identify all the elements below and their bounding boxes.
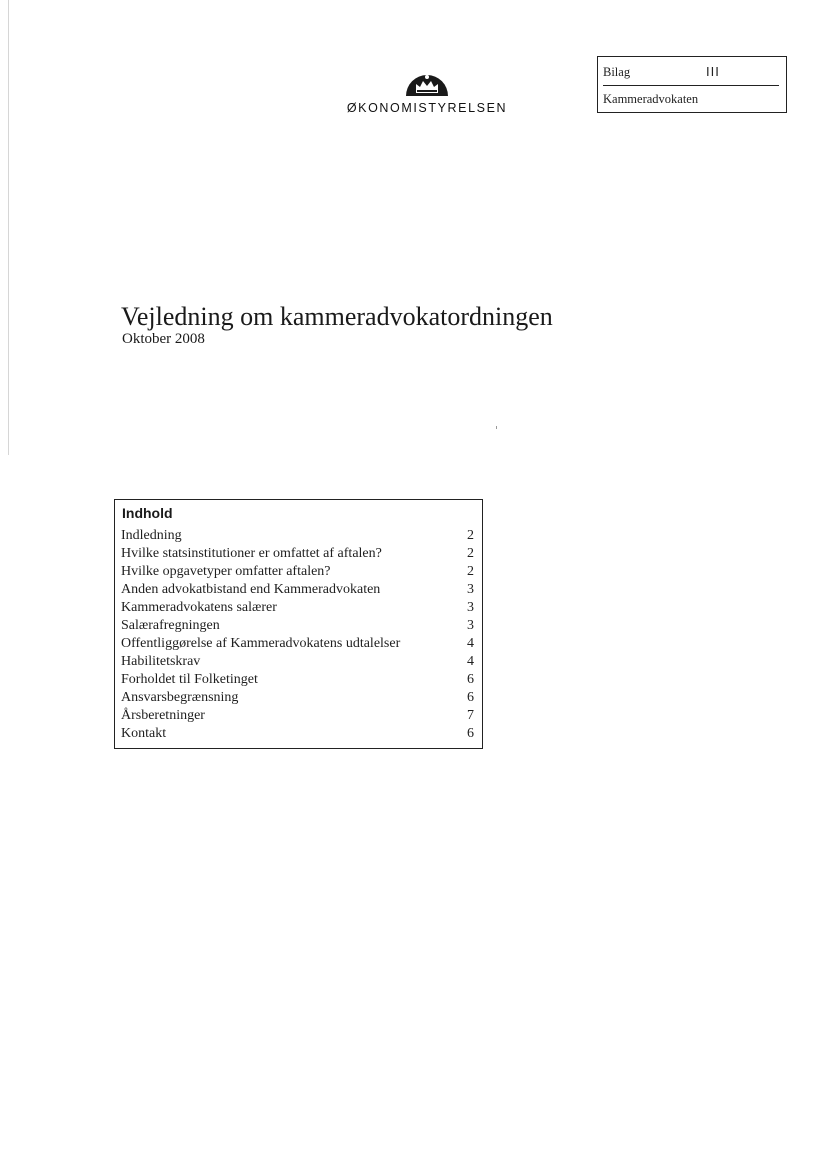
bilag-box [597,56,787,113]
document-title: Vejledning om kammeradvokatordningen [121,302,553,331]
toc-item-label: Årsberetninger [121,708,205,723]
toc-item [121,653,474,671]
toc-item-label: Kammeradvokatens salærer [121,600,277,615]
toc-item-page: 2 [467,546,474,561]
toc-item-page: 3 [467,600,474,615]
toc-item [121,563,474,581]
toc-item-label: Hvilke statsinstitutioner er omfattet af aftalen? [121,546,382,561]
toc-item-page: 2 [467,564,474,579]
toc-item-page: 6 [467,726,474,741]
scan-edge-line [8,0,9,455]
toc-item-page: 3 [467,582,474,597]
toc-item-label: Salærafregningen [121,618,220,633]
toc-item [121,635,474,653]
toc-item [121,527,474,545]
toc-heading: Indhold [122,505,173,521]
bilag-label: Bilag [603,65,631,79]
bilag-name: Kammeradvokaten [603,92,699,106]
bilag-row [603,65,779,83]
toc-list [121,527,474,743]
toc-item-label: Forholdet til Folketinget [121,672,258,687]
toc-item-page: 7 [467,708,474,723]
toc-item-label: Offentliggørelse af Kammeradvokatens udtalelser [121,636,401,651]
toc-item-page: 6 [467,672,474,687]
toc-item-label: Ansvarsbegrænsning [121,690,239,705]
document-date: Oktober 2008 [122,331,205,347]
table-of-contents [114,499,483,749]
toc-item-page: 4 [467,636,474,651]
toc-item-label: Indledning [121,528,182,543]
toc-item-page: 4 [467,654,474,669]
bilag-divider [603,85,779,86]
toc-item [121,725,474,743]
toc-item-page: 6 [467,690,474,705]
toc-item [121,689,474,707]
toc-item [121,599,474,617]
toc-item-page: 2 [467,528,474,543]
toc-item [121,545,474,563]
toc-item [121,671,474,689]
toc-item-page: 3 [467,618,474,633]
toc-item [121,707,474,725]
crown-icon [404,62,450,98]
toc-item-label: Habilitetskrav [121,654,201,669]
bilag-number: III [706,64,720,79]
toc-item-label: Kontakt [121,726,167,741]
toc-item-label: Hvilke opgavetyper omfatter aftalen? [121,564,331,579]
scan-speck [496,426,497,429]
toc-item [121,581,474,599]
logo-text: ØKONOMISTYRELSEN [346,101,508,115]
toc-item-label: Anden advokatbistand end Kammeradvokaten [121,582,381,597]
toc-item [121,617,474,635]
agency-logo [339,62,515,115]
